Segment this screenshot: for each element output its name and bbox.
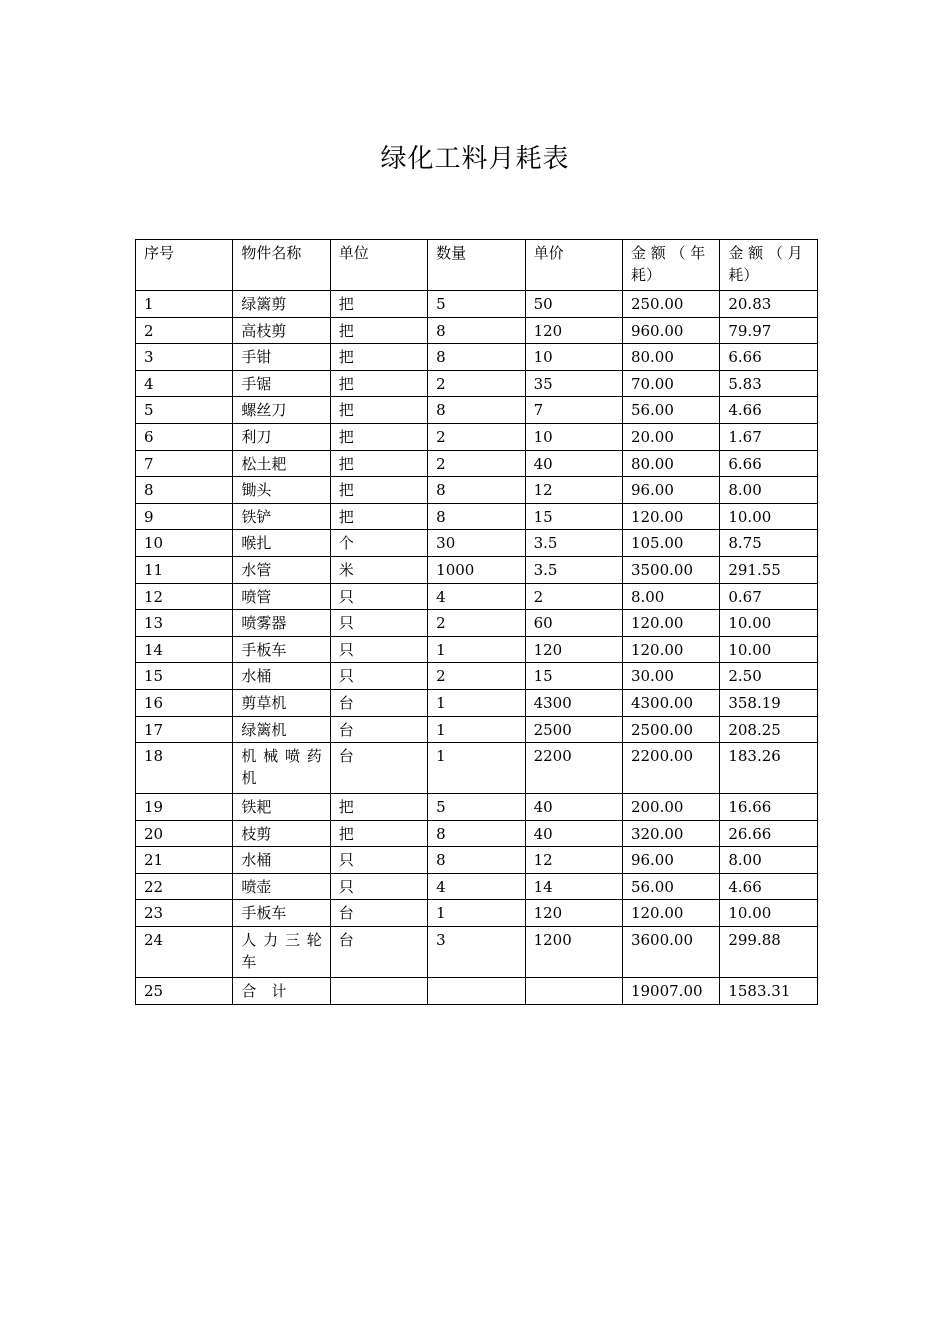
cell-index: 19: [136, 794, 233, 821]
header-col-quantity: 数量: [428, 240, 525, 291]
cell-quantity: 2: [428, 663, 525, 690]
cell-index: 9: [136, 503, 233, 530]
cell-annual-amount: 2500.00: [622, 716, 719, 743]
cell-item-name: 铁耙: [233, 794, 330, 821]
cell-monthly-amount: 8.00: [720, 847, 817, 874]
cell-unit-price: 40: [525, 794, 622, 821]
cell-index: 12: [136, 583, 233, 610]
cell-quantity: 8: [428, 477, 525, 504]
cell-quantity: 8: [428, 820, 525, 847]
table-row: [136, 556, 818, 583]
cell-index: 17: [136, 716, 233, 743]
cell-index: 24: [136, 927, 233, 978]
cell-monthly-amount: 79.97: [720, 317, 817, 344]
table-row: [136, 317, 818, 344]
table-row: [136, 503, 818, 530]
cell-item-name: 手板车: [233, 900, 330, 927]
cell-index: 22: [136, 873, 233, 900]
cell-unit-price: 14: [525, 873, 622, 900]
cell-unit-price: 3.5: [525, 530, 622, 557]
cell-annual-amount: 120.00: [622, 900, 719, 927]
cell-index: 2: [136, 317, 233, 344]
cell-index: 3: [136, 344, 233, 371]
cell-item-name: 水桶: [233, 663, 330, 690]
cell-index: 23: [136, 900, 233, 927]
cell-index: 18: [136, 743, 233, 794]
cell-index: 13: [136, 610, 233, 637]
cell-quantity: 4: [428, 583, 525, 610]
cell-unit: 把: [330, 477, 427, 504]
cell-item-name: 手钳: [233, 344, 330, 371]
cell-quantity: 8: [428, 503, 525, 530]
cell-index: 21: [136, 847, 233, 874]
cell-quantity: 5: [428, 794, 525, 821]
cell-quantity: 30: [428, 530, 525, 557]
cell-annual-amount: 80.00: [622, 344, 719, 371]
cell-item-name: 绿篱剪: [233, 291, 330, 318]
cell-annual-amount: 3600.00: [622, 927, 719, 978]
cell-monthly-amount: 10.00: [720, 503, 817, 530]
cell-unit: [330, 978, 427, 1005]
table-row: [136, 344, 818, 371]
cell-index: 20: [136, 820, 233, 847]
cell-monthly-amount: 10.00: [720, 636, 817, 663]
table-row: [136, 583, 818, 610]
cell-annual-amount: 4300.00: [622, 689, 719, 716]
cell-annual-amount: 8.00: [622, 583, 719, 610]
cell-unit-price: 2: [525, 583, 622, 610]
cell-monthly-amount: 299.88: [720, 927, 817, 978]
cell-quantity: 8: [428, 847, 525, 874]
table-row: [136, 397, 818, 424]
header-col-item-name: 物件名称: [233, 240, 330, 291]
cell-item-name: 剪草机: [233, 689, 330, 716]
cell-unit-price: 60: [525, 610, 622, 637]
cell-unit-price: 15: [525, 503, 622, 530]
cell-item-name: 水桶: [233, 847, 330, 874]
cell-unit: 只: [330, 663, 427, 690]
cell-quantity: 2: [428, 370, 525, 397]
cell-unit: 台: [330, 716, 427, 743]
cell-annual-amount: 80.00: [622, 450, 719, 477]
table-row: [136, 610, 818, 637]
cell-monthly-amount: 4.66: [720, 397, 817, 424]
table-row: [136, 873, 818, 900]
cell-quantity: 1000: [428, 556, 525, 583]
cell-unit: 把: [330, 317, 427, 344]
cell-unit: 只: [330, 610, 427, 637]
cell-quantity: 1: [428, 636, 525, 663]
cell-annual-amount: 960.00: [622, 317, 719, 344]
cell-annual-amount: 250.00: [622, 291, 719, 318]
cell-annual-amount: 19007.00: [622, 978, 719, 1005]
cell-item-name: 利刀: [233, 423, 330, 450]
cell-unit-price: 12: [525, 847, 622, 874]
header-col-monthly-amount: 金 额 （ 月 耗）: [720, 240, 817, 291]
cell-index: 15: [136, 663, 233, 690]
cell-unit-price: [525, 978, 622, 1005]
cell-item-name: 水管: [233, 556, 330, 583]
cell-annual-amount: 320.00: [622, 820, 719, 847]
table-row: [136, 291, 818, 318]
cell-monthly-amount: 10.00: [720, 900, 817, 927]
cell-quantity: 1: [428, 716, 525, 743]
cell-quantity: 8: [428, 397, 525, 424]
cell-index: 6: [136, 423, 233, 450]
cell-index: 5: [136, 397, 233, 424]
cell-quantity: 2: [428, 450, 525, 477]
cell-item-name: 锄头: [233, 477, 330, 504]
table-row: [136, 689, 818, 716]
cell-unit: 台: [330, 743, 427, 794]
cell-unit: 把: [330, 397, 427, 424]
cell-unit: 台: [330, 927, 427, 978]
table-row: [136, 477, 818, 504]
cell-unit: 把: [330, 291, 427, 318]
cell-annual-amount: 30.00: [622, 663, 719, 690]
cell-annual-amount: 2200.00: [622, 743, 719, 794]
header-col-annual-amount: 金 额 （ 年 耗）: [622, 240, 719, 291]
cell-unit-price: 40: [525, 820, 622, 847]
cell-annual-amount: 105.00: [622, 530, 719, 557]
cell-index: 10: [136, 530, 233, 557]
cell-index: 16: [136, 689, 233, 716]
cell-monthly-amount: 4.66: [720, 873, 817, 900]
cell-monthly-amount: 5.83: [720, 370, 817, 397]
table-row: [136, 423, 818, 450]
cell-index: 11: [136, 556, 233, 583]
cell-annual-amount: 96.00: [622, 477, 719, 504]
cell-quantity: 8: [428, 344, 525, 371]
cell-item-name: 喉扎: [233, 530, 330, 557]
cell-item-name: 机 械 喷 药 机: [233, 743, 330, 794]
cell-unit: 把: [330, 503, 427, 530]
cell-monthly-amount: 26.66: [720, 820, 817, 847]
cell-quantity: 8: [428, 317, 525, 344]
table-row: [136, 743, 818, 794]
cell-annual-amount: 120.00: [622, 503, 719, 530]
cell-monthly-amount: 1583.31: [720, 978, 817, 1005]
cell-annual-amount: 70.00: [622, 370, 719, 397]
cell-unit: 把: [330, 370, 427, 397]
cell-unit-price: 120: [525, 900, 622, 927]
cell-unit: 只: [330, 636, 427, 663]
table-row: [136, 530, 818, 557]
cell-item-name: 高枝剪: [233, 317, 330, 344]
cell-unit: 把: [330, 794, 427, 821]
cell-item-name: 绿篱机: [233, 716, 330, 743]
cell-unit-price: 120: [525, 636, 622, 663]
cell-quantity: 2: [428, 610, 525, 637]
cell-unit: 只: [330, 583, 427, 610]
cell-unit-price: 1200: [525, 927, 622, 978]
cell-unit-price: 4300: [525, 689, 622, 716]
table-row: [136, 927, 818, 978]
cell-unit: 台: [330, 900, 427, 927]
cell-item-name: 手锯: [233, 370, 330, 397]
cell-unit-price: 15: [525, 663, 622, 690]
materials-table: [135, 239, 818, 1005]
cell-annual-amount: 56.00: [622, 397, 719, 424]
cell-unit: 把: [330, 423, 427, 450]
cell-item-name: 枝剪: [233, 820, 330, 847]
cell-quantity: 4: [428, 873, 525, 900]
document-title: 绿化工料月耗表: [380, 144, 570, 174]
cell-item-name: 合 计: [233, 978, 330, 1005]
cell-unit: 台: [330, 689, 427, 716]
table-row: [136, 900, 818, 927]
cell-monthly-amount: 358.19: [720, 689, 817, 716]
cell-unit-price: 50: [525, 291, 622, 318]
cell-monthly-amount: 8.00: [720, 477, 817, 504]
cell-unit-price: 2200: [525, 743, 622, 794]
cell-item-name: 人 力 三 轮 车: [233, 927, 330, 978]
cell-monthly-amount: 183.26: [720, 743, 817, 794]
header-row: [136, 240, 818, 291]
cell-annual-amount: 120.00: [622, 610, 719, 637]
cell-item-name: 喷壶: [233, 873, 330, 900]
cell-quantity: [428, 978, 525, 1005]
cell-quantity: 1: [428, 743, 525, 794]
cell-monthly-amount: 10.00: [720, 610, 817, 637]
table-row: [136, 450, 818, 477]
table-row: [136, 820, 818, 847]
cell-unit: 把: [330, 820, 427, 847]
cell-index: 7: [136, 450, 233, 477]
cell-annual-amount: 56.00: [622, 873, 719, 900]
table-row: [136, 370, 818, 397]
cell-index: 8: [136, 477, 233, 504]
cell-item-name: 铁铲: [233, 503, 330, 530]
cell-monthly-amount: 6.66: [720, 344, 817, 371]
cell-monthly-amount: 2.50: [720, 663, 817, 690]
cell-item-name: 喷管: [233, 583, 330, 610]
cell-item-name: 螺丝刀: [233, 397, 330, 424]
cell-monthly-amount: 8.75: [720, 530, 817, 557]
table-row: [136, 636, 818, 663]
cell-annual-amount: 200.00: [622, 794, 719, 821]
cell-item-name: 喷雾器: [233, 610, 330, 637]
cell-annual-amount: 20.00: [622, 423, 719, 450]
cell-index: 14: [136, 636, 233, 663]
cell-quantity: 1: [428, 689, 525, 716]
cell-unit: 个: [330, 530, 427, 557]
header-col-index: 序号: [136, 240, 233, 291]
cell-unit-price: 3.5: [525, 556, 622, 583]
cell-monthly-amount: 0.67: [720, 583, 817, 610]
cell-index: 1: [136, 291, 233, 318]
cell-unit-price: 10: [525, 344, 622, 371]
table-body: [136, 291, 818, 1005]
cell-annual-amount: 96.00: [622, 847, 719, 874]
cell-unit: 只: [330, 847, 427, 874]
cell-unit: 把: [330, 344, 427, 371]
cell-item-name: 松土耙: [233, 450, 330, 477]
cell-unit-price: 40: [525, 450, 622, 477]
cell-monthly-amount: 1.67: [720, 423, 817, 450]
cell-index: 25: [136, 978, 233, 1005]
cell-unit: 把: [330, 450, 427, 477]
cell-unit-price: 10: [525, 423, 622, 450]
cell-unit: 只: [330, 873, 427, 900]
table-row: [136, 978, 818, 1005]
cell-annual-amount: 120.00: [622, 636, 719, 663]
cell-unit-price: 120: [525, 317, 622, 344]
cell-monthly-amount: 20.83: [720, 291, 817, 318]
cell-monthly-amount: 6.66: [720, 450, 817, 477]
table-row: [136, 794, 818, 821]
cell-unit-price: 7: [525, 397, 622, 424]
cell-item-name: 手板车: [233, 636, 330, 663]
cell-quantity: 1: [428, 900, 525, 927]
cell-unit-price: 35: [525, 370, 622, 397]
header-col-unit: 单位: [330, 240, 427, 291]
cell-monthly-amount: 291.55: [720, 556, 817, 583]
cell-unit-price: 2500: [525, 716, 622, 743]
cell-unit-price: 12: [525, 477, 622, 504]
cell-monthly-amount: 208.25: [720, 716, 817, 743]
cell-monthly-amount: 16.66: [720, 794, 817, 821]
cell-annual-amount: 3500.00: [622, 556, 719, 583]
table-row: [136, 663, 818, 690]
cell-index: 4: [136, 370, 233, 397]
cell-quantity: 3: [428, 927, 525, 978]
cell-quantity: 2: [428, 423, 525, 450]
table-row: [136, 847, 818, 874]
header-col-unit-price: 单价: [525, 240, 622, 291]
table-row: [136, 716, 818, 743]
cell-unit: 米: [330, 556, 427, 583]
cell-quantity: 5: [428, 291, 525, 318]
